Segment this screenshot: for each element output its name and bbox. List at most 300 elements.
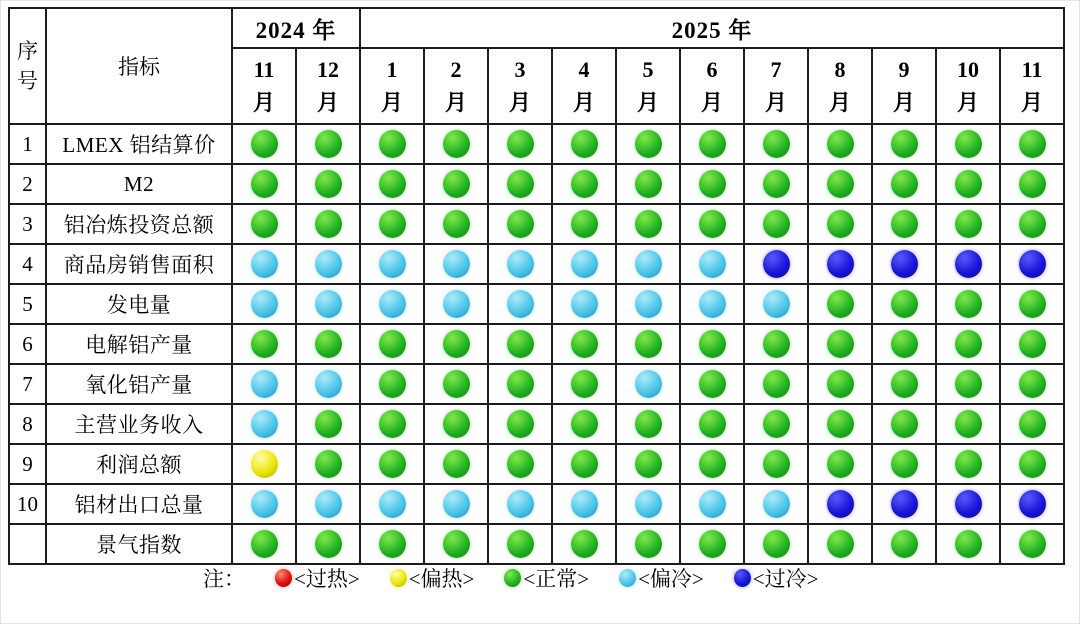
- status-cell: [872, 404, 936, 444]
- month-unit: 月: [572, 90, 595, 115]
- status-dot-cool: [699, 490, 726, 518]
- month-unit: 月: [956, 90, 979, 115]
- status-cell: [744, 484, 808, 524]
- row-number: 9: [9, 444, 46, 484]
- status-dot-cold: [763, 250, 790, 278]
- status-dot-normal: [571, 130, 598, 158]
- status-dot-normal: [507, 370, 534, 398]
- status-dot-cold: [827, 490, 854, 518]
- status-dot-cold: [955, 490, 982, 518]
- status-dot-normal: [571, 210, 598, 238]
- status-cell: [616, 244, 680, 284]
- status-cell: [872, 524, 936, 564]
- status-dot-cool: [251, 290, 278, 318]
- status-dot-normal: [955, 290, 982, 318]
- status-cell: [1000, 324, 1064, 364]
- header-index: 序号: [9, 8, 46, 124]
- row-number: 6: [9, 324, 46, 364]
- status-cell: [296, 404, 360, 444]
- status-dot-cool: [507, 490, 534, 518]
- status-dot-normal: [699, 410, 726, 438]
- indicator-label: 铝材出口总量: [46, 484, 232, 524]
- legend-dot-cool: [619, 569, 636, 587]
- status-dot-normal: [379, 170, 406, 198]
- status-dot-cool: [251, 250, 278, 278]
- indicator-status-table: [8, 7, 1065, 565]
- status-dot-normal: [1019, 450, 1046, 478]
- status-dot-normal: [443, 330, 470, 358]
- status-cell: [936, 284, 1000, 324]
- status-cell: [616, 444, 680, 484]
- status-cell: [488, 244, 552, 284]
- status-cell: [1000, 524, 1064, 564]
- status-dot-normal: [251, 330, 278, 358]
- status-dot-normal: [443, 530, 470, 558]
- header-month: [552, 48, 616, 124]
- month-number: 9: [898, 57, 910, 82]
- status-cell: [424, 124, 488, 164]
- status-cell: [1000, 284, 1064, 324]
- header-indicator: 指标: [46, 8, 232, 124]
- status-dot-normal: [891, 290, 918, 318]
- legend-dot-normal: [504, 569, 521, 587]
- status-cell: [680, 404, 744, 444]
- status-cell: [680, 444, 744, 484]
- status-cell: [360, 204, 424, 244]
- status-cell: [232, 364, 296, 404]
- status-cell: [232, 244, 296, 284]
- status-dot-normal: [827, 330, 854, 358]
- table-row: [9, 364, 1064, 404]
- status-cell: [552, 324, 616, 364]
- status-dot-cool: [699, 290, 726, 318]
- row-number: [9, 524, 46, 564]
- legend-dot-overheat: [275, 569, 292, 587]
- status-cell: [232, 124, 296, 164]
- indicator-label: 商品房销售面积: [46, 244, 232, 284]
- status-cell: [424, 244, 488, 284]
- status-dot-normal: [1019, 370, 1046, 398]
- row-number: 1: [9, 124, 46, 164]
- status-dot-normal: [955, 410, 982, 438]
- status-cell: [936, 444, 1000, 484]
- indicator-label: 景气指数: [46, 524, 232, 564]
- status-cell: [872, 444, 936, 484]
- status-cell: [296, 164, 360, 204]
- status-cell: [616, 204, 680, 244]
- status-cell: [552, 204, 616, 244]
- status-dot-normal: [315, 450, 342, 478]
- status-cell: [872, 324, 936, 364]
- month-unit: 月: [380, 90, 403, 115]
- status-dot-cool: [379, 290, 406, 318]
- status-dot-cold: [1019, 490, 1046, 518]
- status-cell: [360, 364, 424, 404]
- legend-item-cool: [619, 563, 704, 593]
- status-dot-cool: [443, 250, 470, 278]
- row-number: 3: [9, 204, 46, 244]
- status-cell: [936, 324, 1000, 364]
- status-cell: [232, 164, 296, 204]
- status-dot-normal: [443, 170, 470, 198]
- status-cell: [360, 164, 424, 204]
- status-dot-normal: [379, 130, 406, 158]
- status-dot-normal: [251, 210, 278, 238]
- status-dot-cold: [891, 490, 918, 518]
- status-cell: [360, 484, 424, 524]
- legend-item-overheat: [275, 563, 360, 593]
- status-dot-normal: [635, 450, 662, 478]
- status-cell: [936, 204, 1000, 244]
- status-cell: [232, 484, 296, 524]
- month-number: 2: [450, 57, 462, 82]
- status-cell: [616, 364, 680, 404]
- status-dot-cool: [635, 370, 662, 398]
- legend-text-cool: <偏冷>: [638, 567, 704, 591]
- status-cell: [360, 524, 424, 564]
- row-number: 4: [9, 244, 46, 284]
- indicator-label: 主营业务收入: [46, 404, 232, 444]
- table-body: [9, 124, 1064, 564]
- status-dot-normal: [827, 370, 854, 398]
- status-cell: [872, 284, 936, 324]
- month-number: 3: [514, 57, 526, 82]
- status-cell: [1000, 244, 1064, 284]
- status-cell: [1000, 164, 1064, 204]
- status-dot-normal: [507, 170, 534, 198]
- status-dot-cool: [379, 490, 406, 518]
- legend-dot-cold: [734, 569, 751, 587]
- status-dot-normal: [763, 530, 790, 558]
- status-cell: [232, 404, 296, 444]
- status-cell: [296, 244, 360, 284]
- status-dot-normal: [443, 130, 470, 158]
- status-dot-cold: [891, 250, 918, 278]
- status-dot-normal: [443, 450, 470, 478]
- status-cell: [296, 124, 360, 164]
- table-row: [9, 244, 1064, 284]
- status-cell: [936, 364, 1000, 404]
- status-dot-cool: [315, 250, 342, 278]
- status-dot-normal: [251, 530, 278, 558]
- status-dot-cool: [763, 290, 790, 318]
- legend-text-warm: <偏热>: [408, 567, 475, 591]
- status-dot-normal: [763, 450, 790, 478]
- status-cell: [744, 124, 808, 164]
- header-month: [872, 48, 936, 124]
- status-dot-normal: [571, 330, 598, 358]
- status-dot-cool: [571, 250, 598, 278]
- status-cell: [808, 244, 872, 284]
- header-month: [616, 48, 680, 124]
- status-cell: [296, 324, 360, 364]
- status-cell: [488, 524, 552, 564]
- status-dot-normal: [507, 530, 534, 558]
- table-row: [9, 124, 1064, 164]
- status-cell: [360, 404, 424, 444]
- month-unit: 月: [636, 90, 659, 115]
- status-dot-normal: [955, 370, 982, 398]
- status-cell: [360, 244, 424, 284]
- status-cell: [808, 444, 872, 484]
- table-row: [9, 404, 1064, 444]
- status-cell: [936, 484, 1000, 524]
- status-dot-cold: [955, 250, 982, 278]
- status-dot-normal: [571, 370, 598, 398]
- status-dot-normal: [315, 170, 342, 198]
- status-dot-normal: [699, 450, 726, 478]
- status-cell: [424, 444, 488, 484]
- status-dot-normal: [955, 130, 982, 158]
- month-unit: 月: [508, 90, 531, 115]
- status-cell: [488, 204, 552, 244]
- status-dot-normal: [1019, 170, 1046, 198]
- status-dot-cold: [827, 250, 854, 278]
- month-number: 11: [253, 57, 275, 82]
- legend: [203, 563, 818, 593]
- legend-text-normal: <正常>: [523, 567, 590, 591]
- status-dot-normal: [571, 530, 598, 558]
- status-cell: [808, 204, 872, 244]
- legend-item-cold: [734, 563, 819, 593]
- row-number: 7: [9, 364, 46, 404]
- status-dot-cool: [571, 290, 598, 318]
- status-dot-cool: [443, 290, 470, 318]
- status-dot-normal: [507, 330, 534, 358]
- status-cell: [744, 244, 808, 284]
- status-dot-normal: [507, 210, 534, 238]
- status-dot-cool: [251, 410, 278, 438]
- header-year-1: 2024 年: [232, 8, 360, 48]
- month-unit: 月: [828, 90, 851, 115]
- month-unit: 月: [764, 90, 787, 115]
- header-month: [232, 48, 296, 124]
- status-cell: [680, 284, 744, 324]
- header-row-years: [9, 8, 1064, 48]
- status-dot-normal: [699, 330, 726, 358]
- status-cell: [936, 124, 1000, 164]
- header-month: [744, 48, 808, 124]
- status-dot-normal: [827, 210, 854, 238]
- status-cell: [296, 444, 360, 484]
- legend-item-warm: [390, 563, 475, 593]
- month-unit: 月: [316, 90, 339, 115]
- month-number: 7: [770, 57, 782, 82]
- status-dot-normal: [379, 330, 406, 358]
- status-cell: [552, 244, 616, 284]
- status-dot-normal: [955, 210, 982, 238]
- status-dot-normal: [1019, 330, 1046, 358]
- table-row: [9, 204, 1064, 244]
- status-cell: [936, 164, 1000, 204]
- month-unit: 月: [892, 90, 915, 115]
- status-dot-normal: [699, 530, 726, 558]
- status-dot-normal: [827, 170, 854, 198]
- status-dot-normal: [763, 130, 790, 158]
- status-dot-normal: [699, 210, 726, 238]
- table-row: [9, 484, 1064, 524]
- status-cell: [296, 284, 360, 324]
- header-month: [296, 48, 360, 124]
- status-dot-normal: [635, 410, 662, 438]
- status-cell: [488, 444, 552, 484]
- table-row: [9, 524, 1064, 564]
- status-dot-normal: [315, 330, 342, 358]
- status-cell: [808, 124, 872, 164]
- status-cell: [552, 404, 616, 444]
- status-dot-normal: [763, 370, 790, 398]
- month-number: 5: [642, 57, 654, 82]
- header-month: [936, 48, 1000, 124]
- indicator-label: LMEX 铝结算价: [46, 124, 232, 164]
- indicator-label: 铝冶炼投资总额: [46, 204, 232, 244]
- status-dot-normal: [507, 410, 534, 438]
- status-cell: [744, 284, 808, 324]
- status-dot-normal: [635, 530, 662, 558]
- month-unit: 月: [252, 90, 275, 115]
- status-cell: [1000, 124, 1064, 164]
- status-cell: [424, 204, 488, 244]
- status-dot-normal: [891, 450, 918, 478]
- status-cell: [296, 524, 360, 564]
- status-cell: [808, 164, 872, 204]
- status-dot-cool: [443, 490, 470, 518]
- status-dot-normal: [699, 370, 726, 398]
- status-cell: [872, 204, 936, 244]
- status-dot-normal: [763, 170, 790, 198]
- status-cell: [552, 164, 616, 204]
- status-dot-normal: [443, 370, 470, 398]
- status-cell: [808, 284, 872, 324]
- row-number: 8: [9, 404, 46, 444]
- status-dot-normal: [251, 130, 278, 158]
- status-cell: [552, 484, 616, 524]
- status-cell: [616, 284, 680, 324]
- status-cell: [680, 484, 744, 524]
- status-cell: [616, 524, 680, 564]
- status-cell: [1000, 484, 1064, 524]
- status-cell: [360, 324, 424, 364]
- status-cell: [872, 124, 936, 164]
- status-dot-normal: [443, 410, 470, 438]
- status-dot-normal: [379, 210, 406, 238]
- status-dot-cool: [251, 370, 278, 398]
- table-row: [9, 284, 1064, 324]
- legend-item-normal: [504, 563, 589, 593]
- status-dot-normal: [827, 410, 854, 438]
- status-cell: [808, 364, 872, 404]
- status-cell: [744, 364, 808, 404]
- status-cell: [680, 524, 744, 564]
- month-number: 10: [957, 57, 979, 82]
- status-cell: [488, 484, 552, 524]
- status-cell: [552, 124, 616, 164]
- status-dot-cool: [379, 250, 406, 278]
- status-cell: [936, 244, 1000, 284]
- status-dot-normal: [891, 410, 918, 438]
- status-cell: [616, 164, 680, 204]
- status-cell: [936, 524, 1000, 564]
- status-cell: [1000, 404, 1064, 444]
- status-dot-cool: [507, 250, 534, 278]
- status-cell: [744, 404, 808, 444]
- status-cell: [360, 124, 424, 164]
- status-cell: [232, 524, 296, 564]
- status-dot-normal: [891, 170, 918, 198]
- row-number: 5: [9, 284, 46, 324]
- indicator-label: 利润总额: [46, 444, 232, 484]
- row-number: 2: [9, 164, 46, 204]
- status-cell: [488, 364, 552, 404]
- indicator-label: 发电量: [46, 284, 232, 324]
- status-cell: [872, 244, 936, 284]
- status-dot-normal: [699, 170, 726, 198]
- status-cell: [744, 444, 808, 484]
- status-cell: [488, 284, 552, 324]
- status-dot-cool: [635, 490, 662, 518]
- status-dot-normal: [955, 450, 982, 478]
- header-month: [1000, 48, 1064, 124]
- status-dot-normal: [315, 530, 342, 558]
- status-cell: [232, 284, 296, 324]
- status-dot-cool: [507, 290, 534, 318]
- status-dot-normal: [891, 330, 918, 358]
- header-month: [360, 48, 424, 124]
- month-number: 1: [386, 57, 398, 82]
- status-dot-normal: [635, 170, 662, 198]
- status-cell: [232, 444, 296, 484]
- status-cell: [488, 124, 552, 164]
- status-dot-cool: [699, 250, 726, 278]
- status-cell: [1000, 204, 1064, 244]
- status-dot-normal: [635, 210, 662, 238]
- status-dot-normal: [763, 410, 790, 438]
- status-dot-normal: [443, 210, 470, 238]
- table-row: [9, 164, 1064, 204]
- status-cell: [552, 444, 616, 484]
- status-cell: [424, 164, 488, 204]
- row-number: 10: [9, 484, 46, 524]
- status-cell: [872, 484, 936, 524]
- month-unit: 月: [700, 90, 723, 115]
- status-cell: [616, 324, 680, 364]
- status-cell: [680, 324, 744, 364]
- status-dot-warm: [251, 450, 278, 478]
- legend-text-overheat: <过热>: [294, 567, 360, 591]
- status-cell: [680, 364, 744, 404]
- status-cell: [552, 284, 616, 324]
- month-number: 6: [706, 57, 718, 82]
- status-dot-cool: [635, 290, 662, 318]
- status-dot-cool: [763, 490, 790, 518]
- status-cell: [808, 324, 872, 364]
- status-dot-normal: [635, 130, 662, 158]
- status-dot-cool: [635, 250, 662, 278]
- status-cell: [680, 124, 744, 164]
- status-dot-normal: [955, 170, 982, 198]
- status-dot-normal: [315, 410, 342, 438]
- status-cell: [424, 284, 488, 324]
- header-year-2: 2025 年: [360, 8, 1064, 48]
- status-dot-normal: [955, 530, 982, 558]
- status-dot-normal: [507, 130, 534, 158]
- status-dot-normal: [571, 450, 598, 478]
- status-cell: [424, 404, 488, 444]
- status-cell: [680, 244, 744, 284]
- status-cell: [616, 124, 680, 164]
- status-cell: [488, 324, 552, 364]
- status-dot-normal: [1019, 210, 1046, 238]
